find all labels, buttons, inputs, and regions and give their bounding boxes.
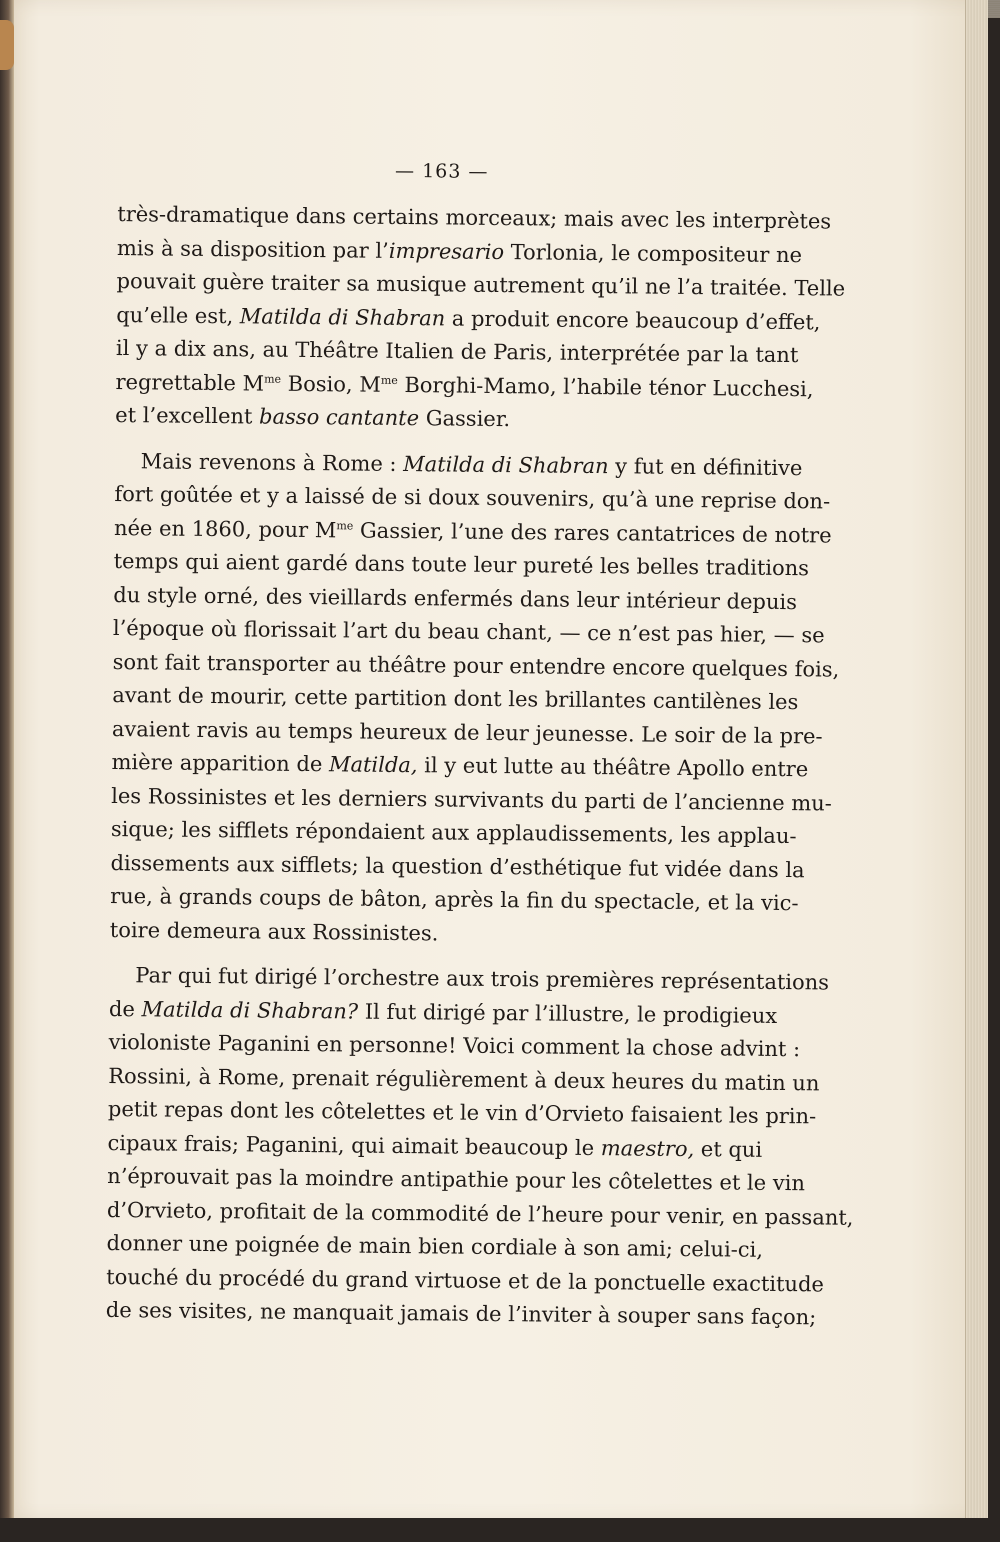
text-run: et l’excellent xyxy=(115,402,260,429)
paragraph xyxy=(109,444,840,953)
text-run: dissements aux sifflets; la question d’esthétique fut vidée dans la xyxy=(110,850,805,882)
text-block xyxy=(105,150,854,1346)
scan-background xyxy=(0,1518,1000,1542)
text-run: très-dramatique dans certains morceaux; mais avec les interprètes xyxy=(117,201,832,234)
text-run: y fut en définitive xyxy=(608,453,803,480)
text-run: Gassier. xyxy=(418,406,511,432)
text-line xyxy=(115,399,763,439)
text-run: les Rossinistes et les derniers survivants du parti de l’ancienne mu- xyxy=(111,783,832,816)
text-line xyxy=(110,913,758,953)
italic-text: impresario xyxy=(388,238,505,264)
text-run: violoniste Paganini en personne! Voici comment la chose advint : xyxy=(108,1029,801,1062)
text-run: Par qui fut dirigé l’orchestre aux trois premières représentations xyxy=(135,963,830,995)
text-run: petit repas dont les côtelettes et le vin d’Orvieto faisaient les prin- xyxy=(107,1096,817,1129)
superscript: me xyxy=(380,373,398,387)
paragraph xyxy=(115,198,846,439)
italic-text: maestro, xyxy=(600,1135,695,1161)
text-run: touché du procédé du grand virtuose et de la ponctuelle exactitude xyxy=(106,1264,825,1296)
superscript: me xyxy=(336,518,354,532)
text-run: Mais revenons à Rome : xyxy=(140,448,404,476)
text-run: qu’elle est, xyxy=(116,302,241,328)
text-run: Bosio, M xyxy=(280,371,381,397)
book-binding xyxy=(0,0,14,1542)
body-text xyxy=(105,198,854,1334)
italic-text: Matilda di Shabran? xyxy=(141,996,359,1024)
text-run: de ses visites, ne manquait jamais de l’inviter à souper sans façon; xyxy=(105,1297,817,1330)
text-run: Rossini, à Rome, prenait régulièrement à deux heures du matin un xyxy=(108,1063,820,1095)
text-run: pouvait guère traiter sa musique autrement qu’il ne l’a traitée. Telle xyxy=(116,268,846,301)
text-run: Il fut dirigé par l’illustre, le prodigieux xyxy=(358,999,778,1028)
text-run: du style orné, des vieillards enfermés dans leur intérieur depuis xyxy=(113,582,798,614)
text-run: mis à sa disposition par l’ xyxy=(116,235,389,263)
text-run: toire demeura aux Rossinistes. xyxy=(109,917,439,945)
text-line xyxy=(105,1294,817,1334)
text-run: fort goûtée et y a laissé de si doux souvenirs, qu’à une reprise don- xyxy=(114,481,831,514)
italic-text: Matilda, xyxy=(328,752,418,778)
text-run: regrettable M xyxy=(115,369,265,396)
text-run: née en 1860, pour M xyxy=(113,515,337,542)
italic-text: Matilda di Shabran xyxy=(239,303,446,330)
text-run: de xyxy=(108,996,142,1021)
italic-text: basso cantante xyxy=(258,404,420,431)
page-stack-right-edge xyxy=(965,0,988,1525)
text-run: sique; les sifflets répondaient aux applaudissements, les applau- xyxy=(110,816,797,849)
text-run: Gassier, l’une des rares cantatrices de notre xyxy=(353,517,832,547)
text-run: a produit encore beaucoup d’effet, xyxy=(445,305,821,334)
text-run: il y eut lutte au théâtre Apollo entre xyxy=(417,753,809,782)
text-run: avant de mourir, cette partition dont les brillantes cantilènes les xyxy=(112,682,799,715)
text-run: Borghi-Mamo, l’habile ténor Lucchesi, xyxy=(397,372,814,401)
text-run: rue, à grands coups de bâton, après la fin du spectacle, et la vic- xyxy=(110,883,799,916)
page-number: — 163 — xyxy=(394,159,489,183)
text-run: mière apparition de xyxy=(111,749,330,777)
text-run: cipaux frais; Paganini, qui aimait beaucoup le xyxy=(107,1130,601,1160)
text-run: donner une poignée de main bien cordiale à son ami; celui-ci, xyxy=(106,1230,764,1262)
italic-text: Matilda di Shabran xyxy=(403,451,609,478)
text-run: avaient ravis au temps heureux de leur jeunesse. Le soir de la pre- xyxy=(111,716,823,748)
text-run: sont fait transporter au théâtre pour entendre encore quelques fois, xyxy=(112,649,840,682)
text-run: il y a dix ans, au Théâtre Italien de Paris, interprétée par la tant xyxy=(115,335,799,368)
text-run: temps qui aient gardé dans toute leur pureté les belles traditions xyxy=(113,548,810,581)
page-clip xyxy=(0,20,14,70)
text-run: d’Orvieto, profitait de la commodité de l’heure pour venir, en passant, xyxy=(106,1197,854,1230)
text-run: Torlonia, le compositeur ne xyxy=(503,239,803,267)
text-run: n’éprouvait pas la moindre antipathie pour les côtelettes et le vin xyxy=(107,1163,806,1196)
paragraph xyxy=(105,959,854,1334)
text-run: l’époque où florissait l’art du beau chant, — ce n’est pas hier, — se xyxy=(112,615,825,648)
superscript: me xyxy=(264,372,282,386)
text-run: et qui xyxy=(694,1136,763,1162)
